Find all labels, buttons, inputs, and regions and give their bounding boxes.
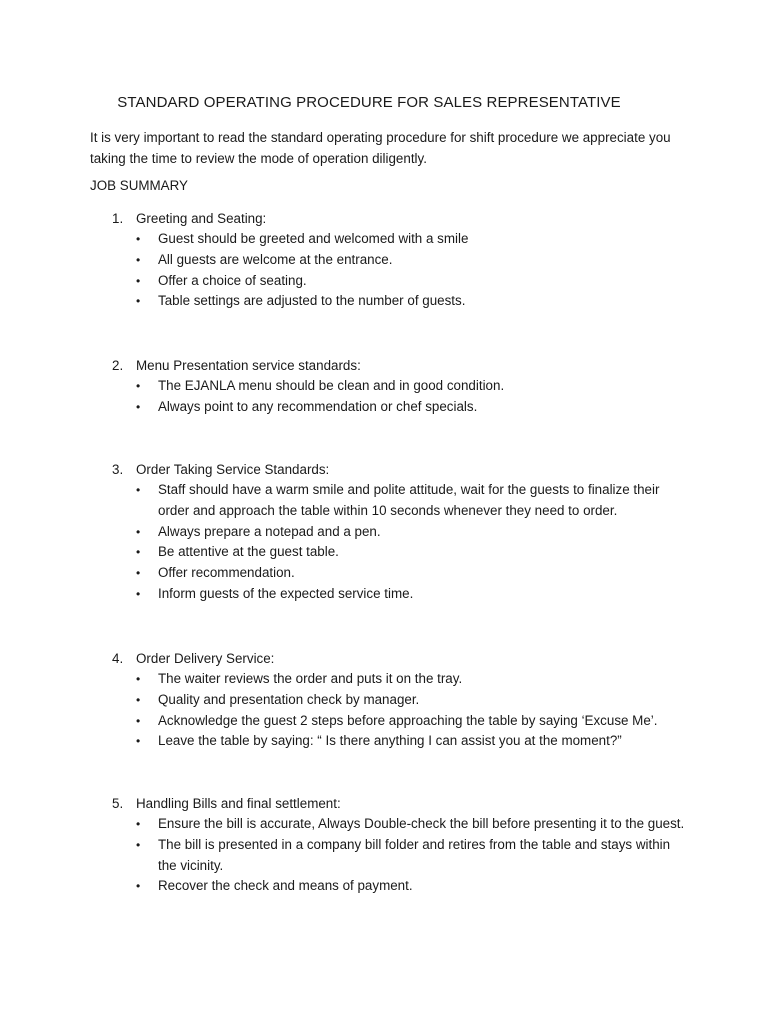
bullet-dot-icon: • — [136, 524, 141, 539]
bullet-dot-icon: • — [136, 379, 141, 393]
bullet-item — [0, 835, 768, 877]
bullet-item — [0, 229, 768, 250]
section-header — [0, 355, 768, 376]
bullet-dot-icon: • — [136, 294, 141, 309]
bullet-text: The waiter reviews the order and puts it on the tray. — [158, 671, 463, 686]
bullet-dot-icon: • — [136, 483, 141, 497]
bullet-item — [0, 250, 768, 271]
bullet-text: All guests are welcome at the entrance. — [158, 251, 393, 267]
intro-paragraph: It is very important to read the standard operating procedure for shift procedure we appreciate you taking the time to review the mode of operation diligently. — [90, 130, 671, 166]
bullet-dot-icon: • — [136, 879, 141, 894]
bullet-text: Always prepare a notepad and a pen. — [158, 523, 381, 539]
bullet-item — [0, 522, 768, 543]
bullet-text: Guest should be greeted and welcomed with a smile — [158, 231, 469, 246]
page-title: STANDARD OPERATING PROCEDURE FOR SALES REPRESENTATIVE — [117, 94, 621, 111]
bullet-text: Ensure the bill is accurate, Always Double-check the bill before presenting it to the guest. — [158, 816, 685, 831]
bullet-text: Offer a choice of seating. — [158, 272, 307, 288]
bullet-dot-icon: • — [136, 817, 141, 831]
bullet-item — [0, 563, 768, 584]
bullet-item — [0, 814, 768, 835]
section-number: 3. — [112, 462, 124, 477]
bullet-dot-icon: • — [136, 713, 141, 728]
bullet-dot-icon: • — [136, 586, 141, 601]
bullet-item — [0, 690, 768, 711]
bullet-text: Acknowledge the guest 2 steps before approaching the table by saying ‘Excuse Me’. — [158, 712, 658, 728]
bullet-dot-icon: • — [136, 837, 141, 852]
bullet-text: The bill is presented in a company bill folder and retires from the table and stays within the vicinity. — [158, 836, 671, 873]
section-number: 4. — [112, 651, 124, 666]
bullet-text: Leave the table by saying: “ Is there anything I can assist you at the moment?” — [158, 733, 622, 749]
bullet-item — [0, 397, 768, 418]
bullet-dot-icon: • — [136, 566, 141, 581]
section — [0, 355, 768, 418]
bullet-text: Staff should have a warm smile and polite attitude, wait for the guests to finalize their order and approach the table within 10 seconds whenever they need to order. — [158, 482, 660, 518]
section-number: 5. — [112, 796, 124, 811]
section-header — [0, 793, 768, 814]
bullet-list — [0, 480, 768, 605]
bullet-item — [0, 542, 768, 563]
bullet-text: Table settings are adjusted to the number of guests. — [158, 293, 466, 309]
section-number: 2. — [112, 358, 124, 373]
bullet-text: Recover the check and means of payment. — [158, 878, 413, 894]
bullet-item — [0, 669, 768, 690]
bullet-item — [0, 584, 768, 605]
bullet-dot-icon: • — [136, 252, 141, 267]
section-heading: Greeting and Seating: — [136, 211, 267, 226]
bullet-dot-icon: • — [136, 672, 141, 686]
bullet-item — [0, 291, 768, 312]
bullet-item — [0, 271, 768, 292]
section-header — [0, 648, 768, 669]
bullet-item — [0, 376, 768, 397]
bullet-text: Quality and presentation check by manager. — [158, 691, 420, 707]
bullet-text: Inform guests of the expected service time. — [158, 585, 414, 601]
section-heading: Handling Bills and final settlement: — [136, 796, 341, 811]
bullet-list — [0, 376, 768, 418]
bullet-dot-icon: • — [136, 734, 141, 749]
bullet-item — [0, 711, 768, 732]
section — [0, 459, 768, 605]
bullet-list — [0, 814, 768, 897]
section-heading: Order Delivery Service: — [136, 651, 275, 666]
section-header — [0, 208, 768, 229]
section — [0, 793, 768, 897]
section-heading: Menu Presentation service standards: — [136, 358, 361, 373]
section — [0, 648, 768, 752]
bullet-dot-icon: • — [136, 399, 141, 414]
bullet-item — [0, 876, 768, 897]
bullet-text: The EJANLA menu should be clean and in good condition. — [158, 378, 505, 393]
bullet-text: Always point to any recommendation or chef specials. — [158, 398, 478, 414]
bullet-text: Be attentive at the guest table. — [158, 544, 339, 560]
bullet-text: Offer recommendation. — [158, 565, 295, 581]
bullet-list — [0, 229, 768, 312]
section — [0, 208, 768, 312]
bullet-item — [0, 480, 768, 522]
job-summary-label: JOB SUMMARY — [90, 178, 188, 193]
section-number: 1. — [112, 211, 124, 226]
bullet-dot-icon: • — [136, 545, 141, 560]
section-heading: Order Taking Service Standards: — [136, 462, 330, 477]
bullet-item — [0, 731, 768, 752]
bullet-dot-icon: • — [136, 273, 141, 288]
bullet-list — [0, 669, 768, 752]
bullet-dot-icon: • — [136, 232, 141, 246]
section-header — [0, 459, 768, 480]
bullet-dot-icon: • — [136, 692, 141, 707]
